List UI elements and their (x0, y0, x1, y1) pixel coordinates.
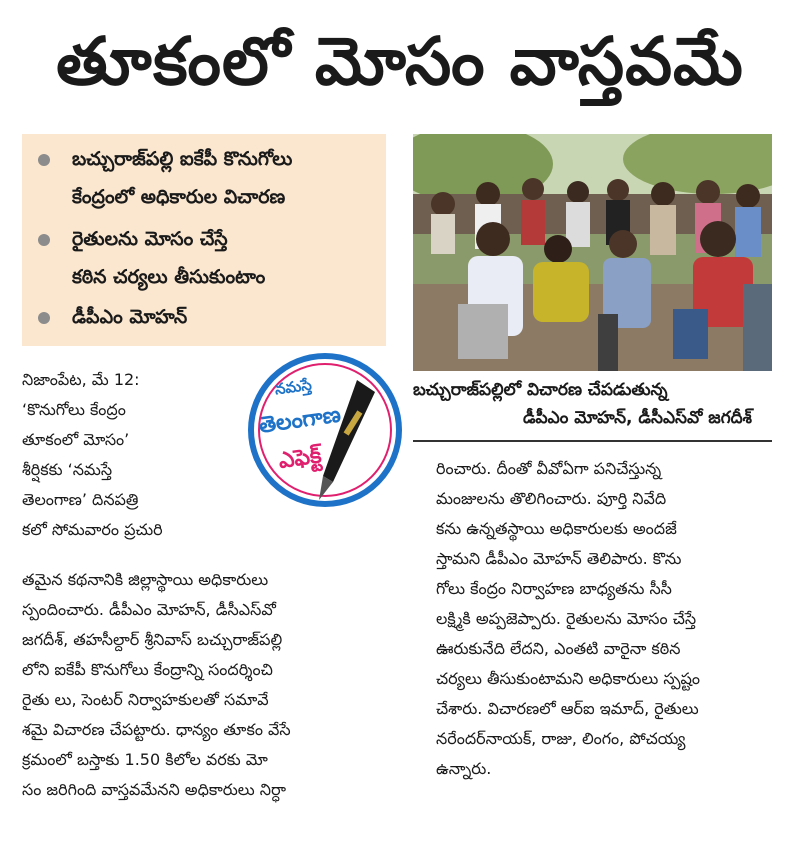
body-line: మంజులను తొలిగించారు. పూర్తి నివేది (436, 489, 667, 508)
highlight-line: బచ్చురాజ్‌పల్లి ఐకేపీ కొనుగోలు (72, 148, 293, 170)
body-line: కలో సోమవారం ప్రచురి (22, 520, 163, 539)
headline: తూకంలో మోసం వాస్తవమే (56, 23, 744, 100)
logo-word-telangana: తెలంగాణ (257, 402, 343, 439)
bullet-dot (38, 234, 50, 246)
highlight-line: కేంద్రంలో అధికారుల విచారణ (72, 186, 286, 208)
caption-line: డీపీఎం మోహన్, డీసీఎస్‌వో జగదీశ్ (522, 408, 752, 428)
highlight-line: రైతులను మోసం చేస్తే (72, 228, 228, 250)
body-line: రించారు. దీంతో వీవోఏగా పనిచేస్తున్న (436, 459, 662, 478)
body-line: స్తామని డీపీఎం మోహన్ తెలిపారు. కొను (436, 549, 682, 568)
highlight-line: కఠిన చర్యలు తీసుకుంటాం (72, 266, 266, 288)
body-line: జగదీశ్, తహసీల్దార్ శ్రీనివాస్ బచ్చురాజ్‌పల్లి (22, 630, 283, 649)
body-line: శమై విచారణ చేపట్టారు. ధాన్యం తూకం వేసే (22, 720, 291, 739)
logo-word-effect: ఎఫెక్ట్ (277, 443, 323, 474)
body-line: నిజాంపేట, మే 12: (22, 370, 140, 389)
body-line: క్రమంలో బస్తాకు 1.50 కిలోల వరకు మో (22, 750, 268, 769)
body-line: రైతు లు, సెంటర్ నిర్వాహకులతో సమావే (22, 690, 269, 709)
article-body-left (22, 565, 291, 805)
article-body-left-narrow (22, 365, 163, 545)
body-line: చర్యలు తీసుకుంటామని అధికారులు స్పష్టం (436, 669, 700, 688)
logo-word-namaste: నమస్తే (273, 375, 313, 399)
body-line: తమైన కథనానికి జిల్లాస్థాయి అధికారులు (22, 570, 269, 589)
namaste-telangana-effect-logo (245, 350, 405, 510)
photo-caption (413, 376, 772, 432)
body-line: ‘కొనుగోలు కేంద్రం (22, 400, 126, 419)
highlights-box (22, 134, 386, 346)
caption-divider (413, 440, 772, 442)
body-line: తూకంలో మోసం’ (22, 430, 130, 449)
bullet-dot (38, 312, 50, 324)
body-line: ఉన్నారు. (436, 759, 492, 778)
body-line: ఊరుకునేది లేదని, ఎంతటి వారైనా కఠిన (436, 639, 681, 658)
caption-line: బచ్చురాజ్‌పల్లిలో విచారణ చేపడుతున్న (413, 380, 668, 400)
body-line: చేశారు. విచారణలో ఆర్ఐ ఇమాద్, రైతులు (436, 699, 699, 718)
body-line: శీర్షికకు ‘నమస్తే (22, 460, 113, 479)
article-body-right (436, 454, 700, 784)
body-line: లక్ష్మికి అప్పజెప్పారు. రైతులను మోసం చేస్తే (436, 609, 697, 628)
news-photo-image (413, 134, 772, 371)
body-line: లోని ఐకేపీ కొనుగోలు కేంద్రాన్ని సందర్శించి (22, 660, 273, 679)
body-line: కను ఉన్నతస్థాయి అధికారులకు అందజే (436, 519, 677, 538)
news-photo (413, 134, 772, 371)
body-line: తెలంగాణ’ దినపత్రి (22, 490, 139, 509)
bullet-dot (38, 154, 50, 166)
body-line: స్పందించారు. డీపీఎం మోహన్, డీసీఎస్‌వో (22, 600, 276, 619)
body-line: గోలు కేంద్రం నిర్వాహణ బాధ్యతను సీసీ (436, 579, 672, 598)
highlight-line: డీపీఎం మోహన్ (72, 306, 188, 328)
body-line: సం జరిగింది వాస్తవమేనని అధికారులు నిర్ధా (22, 780, 286, 799)
body-line: నరేందర్‌నాయక్, రాజు, లింగం, పోచయ్య (436, 729, 686, 748)
